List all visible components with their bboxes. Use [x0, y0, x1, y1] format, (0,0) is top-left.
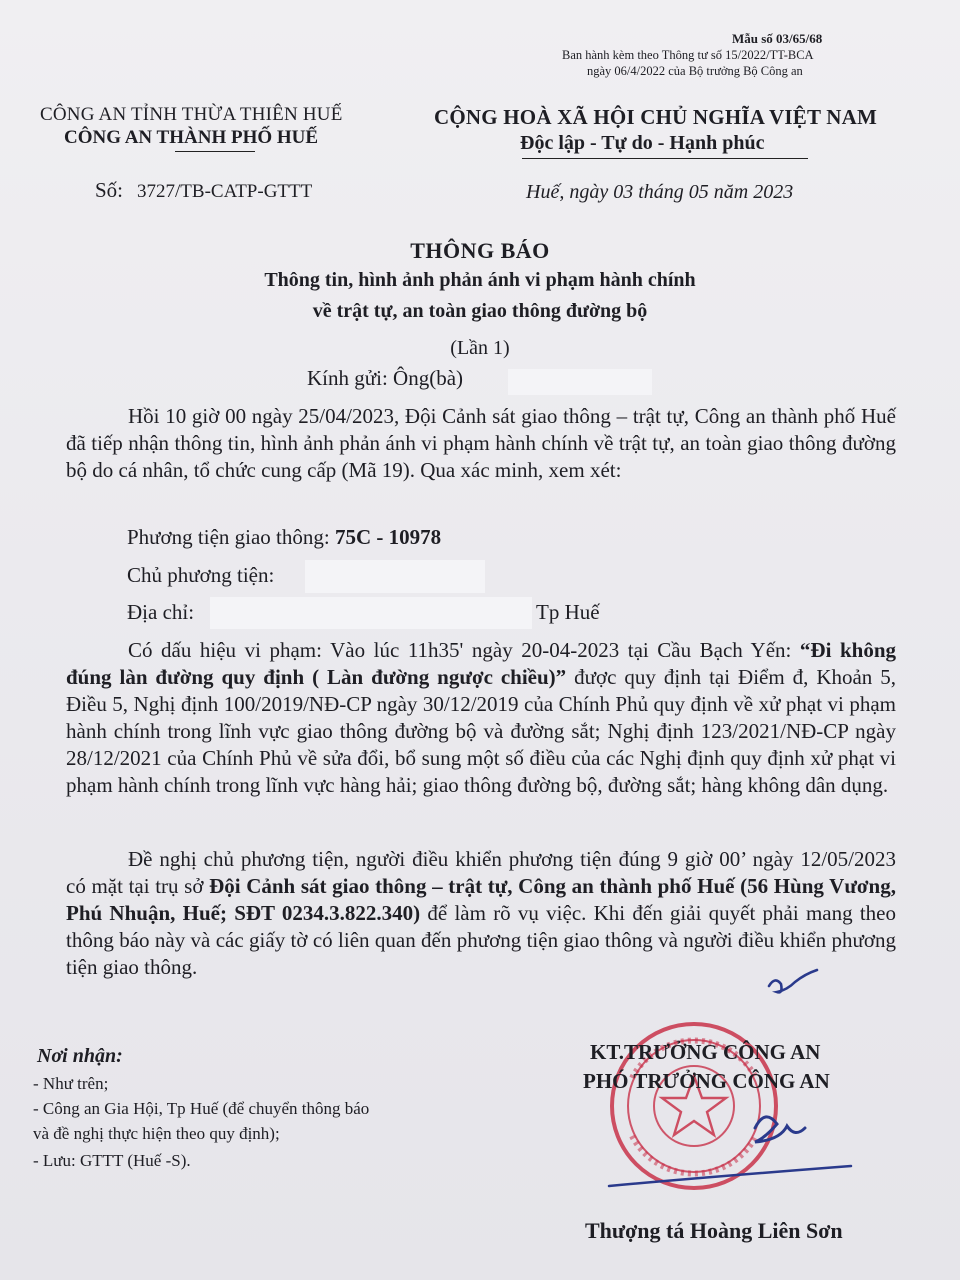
signer-name: Thượng tá Hoàng Liên Sơn	[585, 1218, 843, 1243]
summons-intro: Đề nghị chủ phương tiện, người điều khiển phương tiện đúng 9 giờ 00’ ngày 12/05/2023 có mặt tại trụ sở	[66, 847, 896, 898]
recipient-item: - Công an Gia Hội, Tp Huế (để chuyển thông báo	[33, 1099, 370, 1118]
form-issued-line1: Ban hành kèm theo Thông tư số 15/2022/TT-BCA	[562, 48, 814, 62]
handwritten-check-icon	[765, 968, 825, 1002]
redacted-addressee	[508, 369, 652, 395]
summons-instructions: để làm rõ vụ việc. Khi đến giải quyết phải mang theo thông báo này và các giấy tờ có liên quan đến phương tiện giao thông và người điều khiển phương tiện giao thông.	[66, 901, 897, 979]
national-motto: Độc lập - Tự do - Hạnh phúc	[520, 132, 765, 154]
document-subtitle-2: về trật tự, an toàn giao thông đường bộ	[312, 300, 648, 322]
body-paragraph-1: Hồi 10 giờ 00 ngày 25/04/2023, Đội Cảnh sát giao thông – trật tự, Công an thành phố Huế đã tiếp nhận thông tin, hình ảnh phản ánh vi phạm hành chính về trật tự, an toàn giao thông đường bộ do cá nhân, tổ chức cung cấp (Mã 19). Qua xác minh, xem xét:	[66, 404, 896, 482]
addressee-label: Kính gửi: Ông(bà)	[307, 366, 464, 390]
summons-location: Đội Cảnh sát giao thông – trật tự, Công an thành phố Huế (56 Hùng Vương, Phú Nhuận, Huế; SĐT 0234.3.822.340)	[66, 874, 896, 925]
document-subtitle-1: Thông tin, hình ảnh phản ánh vi phạm hành chính	[264, 269, 696, 291]
recipient-item: và đề nghị thực hiện theo quy định);	[33, 1124, 280, 1143]
recipients-title: Nơi nhận:	[37, 1045, 123, 1067]
notice-round: (Lần 1)	[450, 337, 510, 359]
national-title: CỘNG HOÀ XÃ HỘI CHỦ NGHĨA VIỆT NAM	[434, 105, 877, 129]
redacted-address	[210, 597, 532, 629]
agency-name: CÔNG AN THÀNH PHỐ HUẾ	[64, 127, 319, 148]
recipient-item: - Như trên;	[33, 1074, 109, 1093]
owner-label: Chủ phương tiện:	[127, 563, 275, 587]
vehicle-label: Phương tiện giao thông:	[127, 525, 335, 549]
address-label: Địa chỉ:	[127, 600, 195, 624]
document-number-label: Số:	[95, 178, 124, 202]
signature-title-1: KT.TRƯỞNG CÔNG AN	[590, 1040, 821, 1064]
violation-intro: Có dấu hiệu vi phạm: Vào lúc 11h35' ngày 20-04-2023 tại Cầu Bạch Yến:	[128, 638, 800, 662]
body-paragraph-2	[66, 637, 896, 799]
redacted-owner	[305, 560, 485, 593]
address-city: Tp Huế	[536, 600, 600, 624]
document-number-value: 3727/TB-CATP-GTTT	[137, 181, 313, 202]
agency-underline	[175, 151, 255, 152]
place-date: Huế, ngày 03 tháng 05 năm 2023	[526, 181, 794, 203]
vehicle-field	[127, 525, 441, 550]
form-number: Mẫu số 03/65/68	[732, 31, 823, 46]
document-number	[95, 178, 312, 203]
document-title: THÔNG BÁO	[410, 238, 550, 263]
vehicle-plate: 75C - 10978	[334, 525, 442, 549]
recipient-item: - Lưu: GTTT (Huế -S).	[33, 1151, 191, 1170]
agency-parent: CÔNG AN TỈNH THỪA THIÊN HUẾ	[40, 104, 343, 125]
handwritten-signature-icon	[605, 1098, 855, 1193]
signature-title-2: PHÓ TRƯỞNG CÔNG AN	[583, 1069, 830, 1093]
form-issued-line2: ngày 06/4/2022 của Bộ trưởng Bộ Công an	[587, 64, 803, 78]
motto-underline	[522, 158, 808, 159]
violation-legal-basis: được quy định tại Điểm đ, Khoản 5, Điều 5, Nghị định 100/2019/NĐ-CP ngày 30/12/2019 của Chính Phủ quy định về xử phạt vi phạm hành chính trong lĩnh vực giao thông đường bộ và đường sắt; Nghị định 123/2021/NĐ-CP ngày 28/12/2021 của Chính Phủ về sửa đổi, bổ sung một số điều của các Nghị định quy định xử phạt vi phạm hành chính trong lĩnh vực hàng hải; giao thông đường bộ, đường sắt; hàng không dân dụng.	[66, 665, 896, 797]
violation-description: “Đi không đúng làn đường quy định ( Làn đường ngược chiều)”	[66, 638, 896, 689]
body-paragraph-3	[66, 846, 896, 981]
